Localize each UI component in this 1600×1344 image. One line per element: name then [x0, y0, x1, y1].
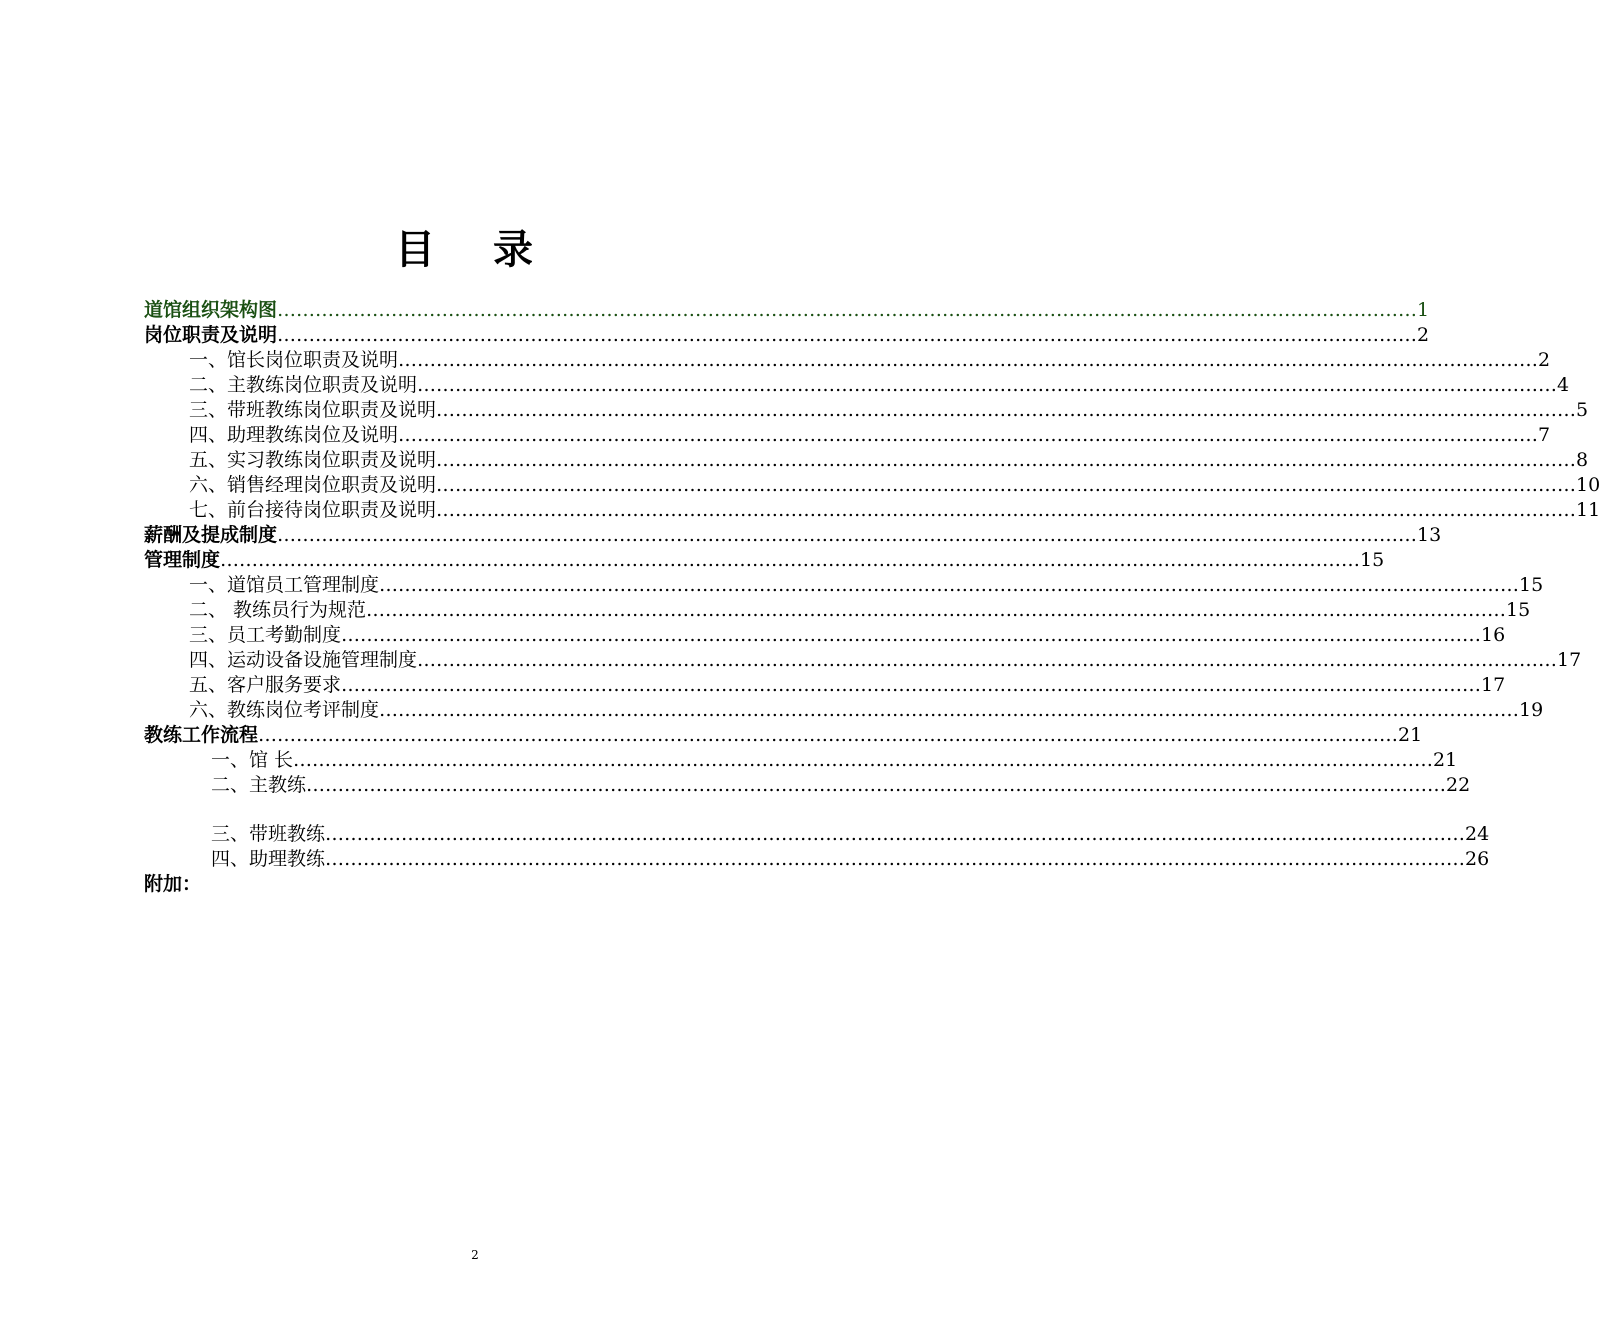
toc-entry-label: 五、客户服务要求 — [189, 674, 342, 696]
toc-leader-dots: ……………………………………………………………………………………………………………………………………………………………… — [379, 574, 1520, 596]
toc-leader-dots: ……………………………………………………………………………………………………………………………………………………………… — [258, 724, 1399, 746]
toc-entry — [189, 573, 1544, 598]
toc-leader-dots: ……………………………………………………………………………………………………………………………………………………………… — [277, 299, 1418, 321]
toc-entry-label: 一、道馆员工管理制度 — [189, 574, 380, 596]
toc-entry-label: 二、主教练 — [211, 774, 307, 796]
toc-entry — [189, 448, 1589, 473]
toc-entry-page: 21 — [1398, 724, 1423, 746]
toc-entry-page: 17 — [1557, 649, 1582, 671]
toc-leader-dots: ……………………………………………………………………………………………………………………………………………………………… — [277, 324, 1418, 346]
toc-leader-dots: ……………………………………………………………………………………………………………………………………………………………… — [436, 474, 1577, 496]
toc-entry-page: 13 — [1417, 524, 1442, 546]
toc-entry — [189, 673, 1506, 698]
toc-entry-page: 17 — [1481, 674, 1506, 696]
toc-leader-dots: ……………………………………………………………………………………………………………………………………………………………… — [436, 399, 1577, 421]
toc-entry-page: 26 — [1465, 848, 1490, 870]
toc-entry — [189, 623, 1506, 648]
toc-entry — [189, 598, 1531, 623]
toc-entry-label: 二、主教练岗位职责及说明 — [189, 374, 418, 396]
toc-leader-dots: ……………………………………………………………………………………………………………………………………………………………… — [306, 774, 1447, 796]
toc-entry-label: 一、馆长岗位职责及说明 — [189, 349, 399, 371]
toc-leader-dots: ……………………………………………………………………………………………………………………………………………………………… — [436, 449, 1577, 471]
toc-entry-page: 11 — [1576, 499, 1600, 521]
toc-entry — [189, 648, 1582, 673]
toc-entry-label: 七、前台接待岗位职责及说明 — [189, 499, 437, 521]
toc-entry — [211, 748, 1458, 773]
toc-entry-label: 管理制度 — [144, 549, 221, 571]
toc-entry — [144, 548, 1385, 573]
toc-entry-page: 10 — [1576, 474, 1600, 496]
toc-entry-page: 8 — [1576, 449, 1589, 471]
page-title: 目 录 — [395, 227, 555, 273]
toc-entry-label: 三、员工考勤制度 — [189, 624, 342, 646]
toc-entry — [211, 822, 1490, 847]
toc-leader-dots: ……………………………………………………………………………………………………………………………………………………………… — [325, 848, 1466, 870]
toc-entry-label: 四、助理教练岗位及说明 — [189, 424, 399, 446]
toc-entry-page: 4 — [1557, 374, 1570, 396]
toc-entry-label: 道馆组织架构图 — [144, 299, 278, 321]
toc-entry-label: 六、销售经理岗位职责及说明 — [189, 474, 437, 496]
toc-entry — [189, 373, 1570, 398]
toc-entry-label: 薪酬及提成制度 — [144, 524, 278, 546]
toc-entry-label: 三、带班教练 — [211, 823, 326, 845]
toc-leader-dots: ……………………………………………………………………………………………………………………………………………………………… — [341, 674, 1482, 696]
toc-leader-dots: ……………………………………………………………………………………………………………………………………………………………… — [341, 624, 1482, 646]
toc-entry-page: 24 — [1465, 823, 1490, 845]
toc-entry-page: 15 — [1506, 599, 1531, 621]
toc-entry-page: 7 — [1538, 424, 1551, 446]
toc-entry-page: 19 — [1519, 699, 1544, 721]
toc-entry-label: 四、运动设备设施管理制度 — [189, 649, 418, 671]
toc-entry — [144, 298, 1430, 323]
toc-entry-page: 16 — [1481, 624, 1506, 646]
toc-entry-label: 岗位职责及说明 — [144, 324, 278, 346]
page-number: 2 — [471, 1248, 479, 1262]
toc-entry-label: 六、教练岗位考评制度 — [189, 699, 380, 721]
toc-leader-dots: ……………………………………………………………………………………………………………………………………………………………… — [398, 424, 1539, 446]
toc-leader-dots: ……………………………………………………………………………………………………………………………………………………………… — [417, 374, 1558, 396]
toc-entry-page: 1 — [1417, 299, 1430, 321]
toc-entry-label: 一、馆 长 — [211, 749, 294, 771]
toc-entry-page: 15 — [1519, 574, 1544, 596]
toc-entry — [144, 323, 1430, 348]
toc-entry — [189, 348, 1551, 373]
appendix-label: 附加： — [144, 873, 202, 895]
toc-leader-dots: ……………………………………………………………………………………………………………………………………………………………… — [293, 749, 1434, 771]
toc-entry — [211, 773, 1471, 798]
toc-entry-label: 教练工作流程 — [144, 724, 259, 746]
toc-entry — [144, 723, 1423, 748]
toc-entry-label: 四、助理教练 — [211, 848, 326, 870]
toc-entry-page: 21 — [1433, 749, 1458, 771]
toc-leader-dots: ……………………………………………………………………………………………………………………………………………………………… — [325, 823, 1466, 845]
toc-entry-page: 2 — [1538, 349, 1551, 371]
toc-entry — [189, 498, 1600, 523]
toc-leader-dots: ……………………………………………………………………………………………………………………………………………………………… — [436, 499, 1577, 521]
toc-entry-label: 五、实习教练岗位职责及说明 — [189, 449, 437, 471]
toc-entry — [189, 398, 1589, 423]
toc-entry-label: 三、带班教练岗位职责及说明 — [189, 399, 437, 421]
toc-entry — [189, 473, 1600, 498]
toc-entry — [189, 698, 1544, 723]
toc-leader-dots: ……………………………………………………………………………………………………………………………………………………………… — [379, 699, 1520, 721]
toc-entry — [189, 423, 1551, 448]
toc-leader-dots: ……………………………………………………………………………………………………………………………………………………………… — [366, 599, 1507, 621]
toc-entry — [144, 523, 1442, 548]
toc-entry-page: 15 — [1360, 549, 1385, 571]
toc-leader-dots: ……………………………………………………………………………………………………………………………………………………………… — [398, 349, 1539, 371]
toc-entry-label: 二、 教练员行为规范 — [189, 599, 367, 621]
toc-entry-page: 5 — [1576, 399, 1589, 421]
toc-leader-dots: ……………………………………………………………………………………………………………………………………………………………… — [220, 549, 1361, 571]
toc-entry-page: 2 — [1417, 324, 1430, 346]
toc-leader-dots: ……………………………………………………………………………………………………………………………………………………………… — [277, 524, 1418, 546]
toc-leader-dots: ……………………………………………………………………………………………………………………………………………………………… — [417, 649, 1558, 671]
toc-entry-page: 22 — [1446, 774, 1471, 796]
toc-entry — [211, 847, 1490, 872]
